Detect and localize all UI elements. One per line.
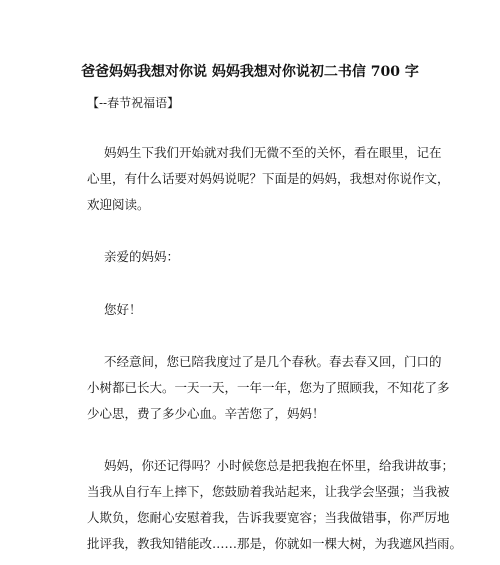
- paragraph-line: 小树都已长大。一天一天，一年一年，您为了照顾我，不知花了多: [87, 380, 450, 395]
- paragraph-line: 少心思，费了多少心血。辛苦您了，妈妈！: [87, 406, 325, 421]
- category-tag: 【--春节祝福语】: [87, 96, 180, 110]
- paragraph-line: 心里，有什么话要对妈妈说呢？下面是的妈妈，我想对你说作文，: [87, 171, 450, 186]
- paragraph-line: 妈妈生下我们开始就对我们无微不至的关怀，看在眼里，记在: [104, 145, 442, 160]
- paragraph-line: 您好！: [104, 302, 142, 317]
- paragraph-line: 当我从自行车上摔下，您鼓励着我站起来，让我学会坚强；当我被: [87, 484, 450, 499]
- paragraph-line: 欢迎阅读。: [87, 197, 150, 212]
- paragraph-intro: [87, 140, 450, 218]
- paragraph-memories: [87, 453, 463, 557]
- paragraph-hello: [87, 297, 427, 323]
- paragraph-seasons: [87, 349, 450, 427]
- paragraph-greeting: [87, 244, 427, 270]
- document-title: 爸爸妈妈我想对你说 妈妈我想对你说初二书信 700 字: [81, 64, 419, 80]
- paragraph-line: 妈妈，你还记得吗？小时候您总是把我抱在怀里，给我讲故事；: [104, 458, 455, 473]
- paragraph-line: 批评我，教我知错能改……那是，你就如一棵大树，为我遮风挡雨。: [87, 536, 463, 551]
- paragraph-line: 不经意间，您已陪我度过了是几个春秋。春去春又回，门口的: [104, 354, 442, 369]
- paragraph-line: 人欺负，您耐心安慰着我，告诉我要宽容；当我做错事，你严厉地: [87, 510, 450, 525]
- paragraph-line: 亲爱的妈妈：: [104, 249, 180, 264]
